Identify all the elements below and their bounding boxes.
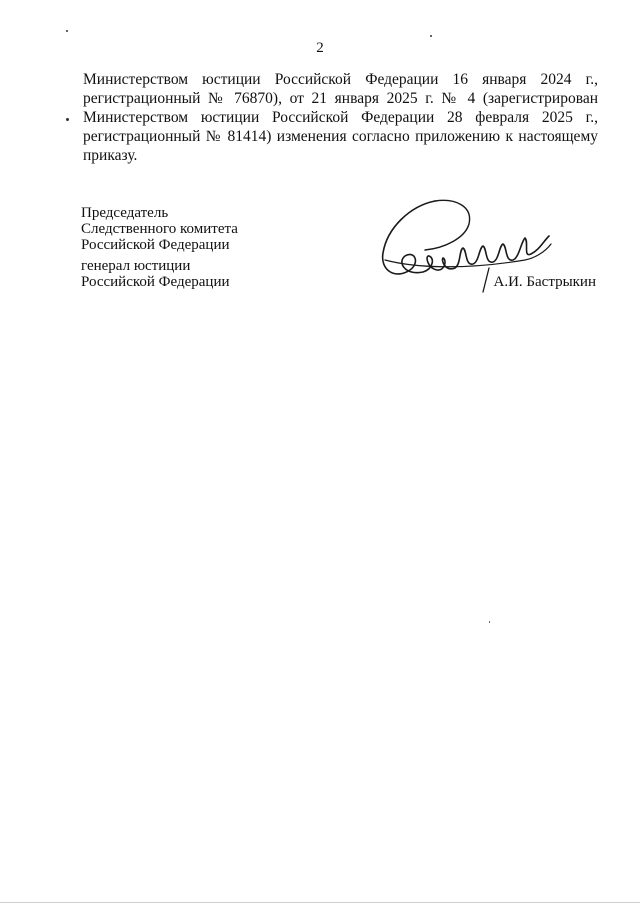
scan-speck (66, 30, 68, 32)
body-line-5: приказу. (83, 147, 138, 164)
body-line-1: Министерством юстиции Российской Федерации 16 января 2024 г., (83, 71, 598, 88)
scan-speck (430, 35, 432, 37)
body-paragraph (83, 70, 598, 165)
rank-line-2: Российской Федерации (81, 274, 230, 290)
position-line-3: Российской Федерации (81, 237, 230, 253)
position-line-2: Следственного комитета (81, 221, 238, 237)
scan-speck (66, 118, 69, 121)
scan-edge (0, 902, 640, 903)
signatory-name: А.И. Бастрыкин (493, 274, 596, 290)
signatory-rank (81, 258, 230, 290)
position-line-1: Председатель (81, 205, 169, 221)
body-line-3: Министерством юстиции Российской Федерации 28 февраля 2025 г., (83, 109, 598, 126)
signatory-position (81, 205, 238, 253)
body-line-2: регистрационный № 76870), от 21 января 2025 г. № 4 (зарегистрирован (83, 90, 598, 107)
page-number: 2 (316, 40, 324, 56)
body-line-4: регистрационный № 81414) изменения согласно приложению к настоящему (83, 128, 598, 145)
rank-line-1: генерал юстиции (81, 258, 191, 274)
scan-speck (489, 621, 490, 623)
